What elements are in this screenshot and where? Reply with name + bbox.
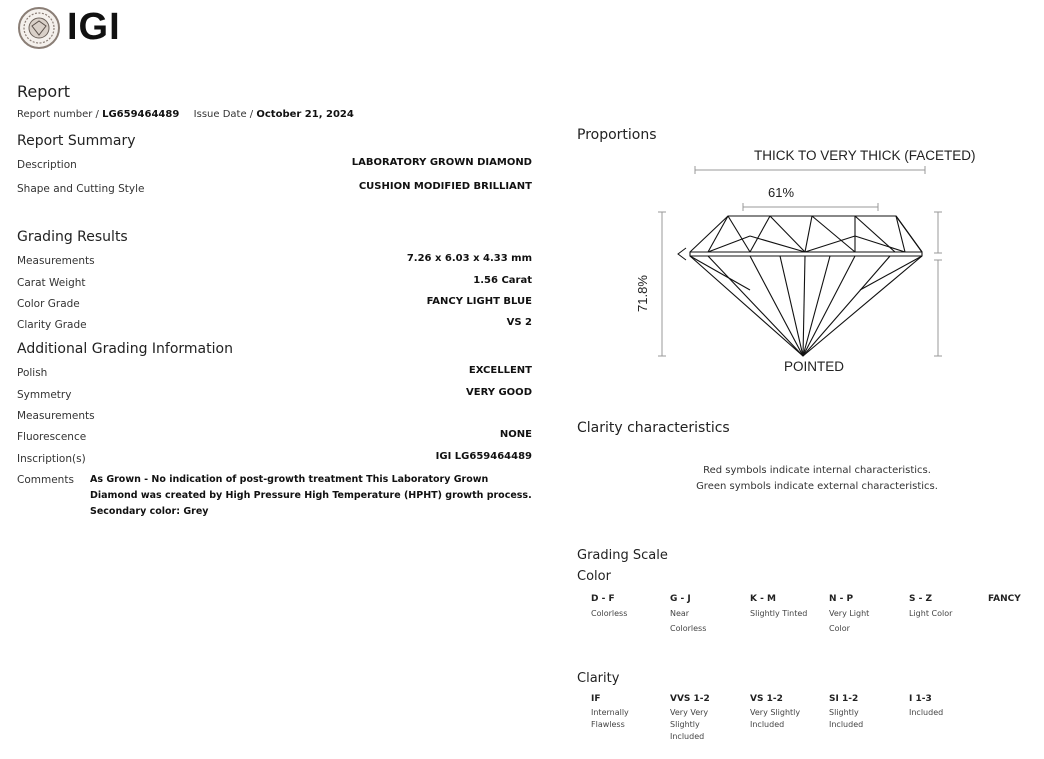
clarity-desc: Included (750, 720, 785, 729)
grading-value: FANCY LIGHT BLUE (426, 296, 532, 307)
additional-label: Polish (17, 367, 48, 379)
summary-label: Description (17, 159, 77, 171)
proportions-heading: Proportions (577, 127, 657, 143)
color-desc: Very Light (829, 609, 870, 618)
color-desc: Light Color (909, 609, 953, 618)
clarity-desc: Slightly (829, 708, 859, 717)
grading-value: 7.26 x 6.03 x 4.33 mm (406, 253, 532, 264)
clarity-desc: Included (829, 720, 864, 729)
color-scale-item (750, 594, 825, 621)
culet-label: POINTED (784, 359, 845, 374)
clarity-scale-item (829, 694, 899, 731)
clarity-grade: VVS 1-2 (670, 694, 710, 704)
clarity-grade: VS 1-2 (750, 694, 783, 704)
clarity-scale-item (909, 694, 979, 719)
color-grade: FANCY (988, 594, 1021, 604)
color-desc: Colorless (670, 624, 707, 633)
diamond-proportions-diagram (650, 160, 950, 360)
color-grade: N - P (829, 594, 854, 604)
table-percentage: 61% (768, 185, 795, 200)
grading-value: 1.56 Carat (473, 275, 532, 286)
grading-label: Clarity Grade (17, 319, 87, 331)
color-desc: Near (670, 609, 690, 618)
report-number-value: LG659464489 (102, 109, 180, 120)
color-scale-heading: Color (577, 569, 611, 584)
color-desc: Color (829, 624, 850, 633)
additional-label: Inscription(s) (17, 453, 86, 465)
color-scale-item (670, 594, 740, 636)
igi-logo (17, 6, 127, 48)
clarity-characteristics-heading: Clarity characteristics (577, 420, 730, 436)
additional-value: VERY GOOD (466, 387, 532, 398)
additional-value: EXCELLENT (468, 365, 532, 376)
clarity-desc: Internally (591, 708, 629, 717)
grading-label: Measurements (17, 255, 95, 267)
summary-value: LABORATORY GROWN DIAMOND (351, 157, 532, 168)
comments-label: Comments (17, 474, 74, 486)
clarity-desc: Slightly (670, 720, 700, 729)
additional-label: Symmetry (17, 389, 72, 401)
grading-label: Color Grade (17, 298, 80, 310)
issue-date-label: Issue Date / (193, 109, 254, 120)
clarity-grade: IF (591, 694, 601, 704)
color-scale-item (591, 594, 661, 621)
additional-label: Measurements (17, 410, 95, 422)
clarity-grade: I 1-3 (909, 694, 932, 704)
clarity-scale-item (670, 694, 740, 743)
igi-seal-icon (17, 6, 61, 50)
grading-value: VS 2 (506, 317, 532, 328)
girdle-label: THICK TO VERY THICK (FACETED) (754, 148, 976, 163)
clarity-grade: SI 1-2 (829, 694, 859, 704)
logo-text: IGI (67, 6, 121, 48)
grading-results-heading: Grading Results (17, 229, 128, 245)
issue-date-value: October 21, 2024 (256, 109, 354, 120)
page-title: Report (17, 82, 71, 101)
clarity-desc: Included (909, 708, 944, 717)
additional-info-heading: Additional Grading Information (17, 341, 233, 357)
legend-green: Green symbols indicate external characteristics. (696, 481, 938, 492)
clarity-desc: Very Slightly (750, 708, 801, 717)
summary-label: Shape and Cutting Style (17, 183, 145, 195)
clarity-scale-item (750, 694, 825, 731)
clarity-desc: Included (670, 732, 705, 741)
clarity-desc: Flawless (591, 720, 625, 729)
color-grade: S - Z (909, 594, 933, 604)
clarity-scale-heading: Clarity (577, 671, 620, 686)
color-grade: G - J (670, 594, 691, 604)
grading-scale-heading: Grading Scale (577, 548, 668, 563)
grading-label: Carat Weight (17, 277, 86, 289)
additional-label: Fluorescence (17, 431, 87, 443)
color-grade: K - M (750, 594, 776, 604)
report-summary-heading: Report Summary (17, 133, 136, 149)
color-desc: Slightly Tinted (750, 609, 808, 618)
depth-percentage: 71.8% (634, 275, 650, 312)
additional-value: NONE (499, 429, 532, 440)
color-scale-item (988, 594, 1038, 606)
color-scale-item (909, 594, 979, 621)
comments-value: As Grown - No indication of post-growth treatment This Laboratory Grown Diamond was created by High Pressure High Temperature (HPHT) growth process. Secondary color: Grey (90, 474, 532, 517)
legend-red: Red symbols indicate internal characteristics. (703, 465, 931, 476)
clarity-scale-item (591, 694, 661, 731)
additional-value: IGI LG659464489 (435, 451, 532, 462)
report-number-label: Report number / (17, 109, 99, 120)
color-scale-item (829, 594, 899, 636)
report-meta (17, 109, 354, 120)
clarity-desc: Very Very (670, 708, 709, 717)
summary-value: CUSHION MODIFIED BRILLIANT (358, 181, 532, 192)
color-desc: Colorless (591, 609, 628, 618)
color-grade: D - F (591, 594, 615, 604)
